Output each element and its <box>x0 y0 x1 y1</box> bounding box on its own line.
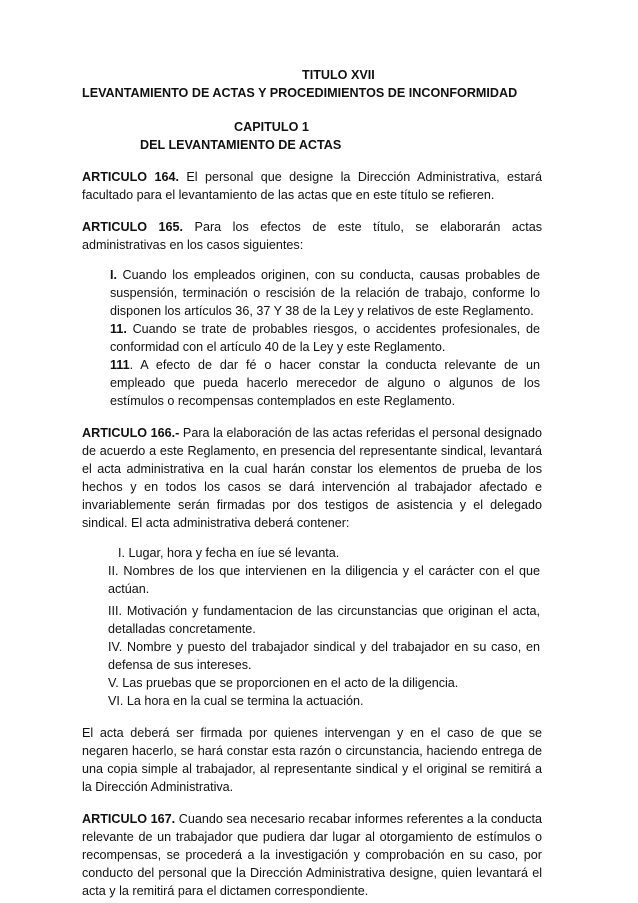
list-item: IV. Nombre y puesto del trabajador sindical y del trabajador en su caso, en defensa de sus intereses. <box>108 640 540 672</box>
list-item <box>110 356 540 410</box>
article-164-heading: ARTICULO 164. <box>82 170 179 184</box>
case-text: . A efecto de dar fé o hacer constar la conducta relevante de un empleado que pueda hacerlo merecedor de alguno o algunos de los estímulos o recompensas contemplados en este Reglamento. <box>110 358 540 408</box>
contents-list <box>108 544 540 710</box>
list-item: III. Motivación y fundamentacion de las circunstancias que originan el acta, detalladas concretamente. <box>108 604 540 636</box>
signing-paragraph: El acta deberá ser firmada por quienes intervengan y en el caso de que se negaren hacerlo, se hará constar esta razón o circunstancia, haciendo entrega de una copia simple al trabajador, al representante sindical y el original se remitirá a la Dirección Administrativa. <box>82 726 542 794</box>
title-heading: TITULO XVII <box>302 68 375 82</box>
list-item <box>110 266 540 320</box>
case-number: 111 <box>110 358 130 372</box>
list-item: II. Nombres de los que intervienen en la diligencia y el carácter con el que actúan. <box>108 564 540 596</box>
article-166-heading: ARTICULO 166.- <box>82 426 180 440</box>
list-item: VI. La hora en la cual se termina la actuación. <box>108 694 364 708</box>
case-number: I. <box>110 268 117 282</box>
article-164 <box>82 168 542 204</box>
case-text: Cuando se trate de probables riesgos, o accidentes profesionales, de conformidad con el artículo 40 de la Ley y este Reglamento. <box>110 322 540 354</box>
case-text: Cuando los empleados originen, con su conducta, causas probables de suspensión, terminación o rescisión de la relación de trabajo, conforme lo disponen los artículos 36, 37 Y 38 de la Ley y relativos de este Reglamento. <box>110 268 540 318</box>
article-165 <box>82 218 542 254</box>
chapter-heading <box>82 118 542 154</box>
chapter-name: DEL LEVANTAMIENTO DE ACTAS <box>140 138 342 152</box>
subtitle-heading: LEVANTAMIENTO DE ACTAS Y PROCEDIMIENTOS DE INCONFORMIDAD <box>82 86 518 100</box>
list-item <box>110 320 540 356</box>
article-166-text: Para la elaboración de las actas referidas el personal designado de acuerdo a este Reglamento, en presencia del representante sindical, levantará el acta administrativa en la cual harán constar los elementos de prueba de los hechos y en todos los casos se dará intervención al trabajador afectado e invariablemente serán firmadas por dos testigos de asistencia y el delegado sindical. El acta administrativa deberá contener: <box>82 426 543 530</box>
article-165-heading: ARTICULO 165. <box>82 220 184 234</box>
chapter-number: CAPITULO 1 <box>234 120 309 134</box>
article-166 <box>82 424 542 532</box>
cases-list <box>110 266 540 410</box>
article-167-text: Cuando sea necesario recabar informes referentes a la conducta relevante de un trabajador que pudiera dar lugar al otorgamiento de estímulos o recompensas, se procederá a la investigación y comprobación en su caso, por conducto del personal que la Dirección Administrativa designe, quien levantará el acta y la remitirá para el dictamen correspondiente. <box>82 812 542 898</box>
case-number: 11. <box>110 322 127 336</box>
list-item: I. Lugar, hora y fecha en íue sé levanta. <box>118 546 340 560</box>
article-165-text: Para los efectos de este título, se elaborarán actas administrativas en los casos siguientes: <box>82 220 542 252</box>
document-page <box>82 66 542 900</box>
article-167-heading: ARTICULO 167. <box>82 812 176 826</box>
list-item: V. Las pruebas que se proporcionen en el acto de la diligencia. <box>108 676 459 690</box>
article-164-text: El personal que designe la Dirección Administrativa, estará facultado para el levantamiento de las actas que en este título se refieren. <box>82 170 543 202</box>
article-167 <box>82 810 542 900</box>
